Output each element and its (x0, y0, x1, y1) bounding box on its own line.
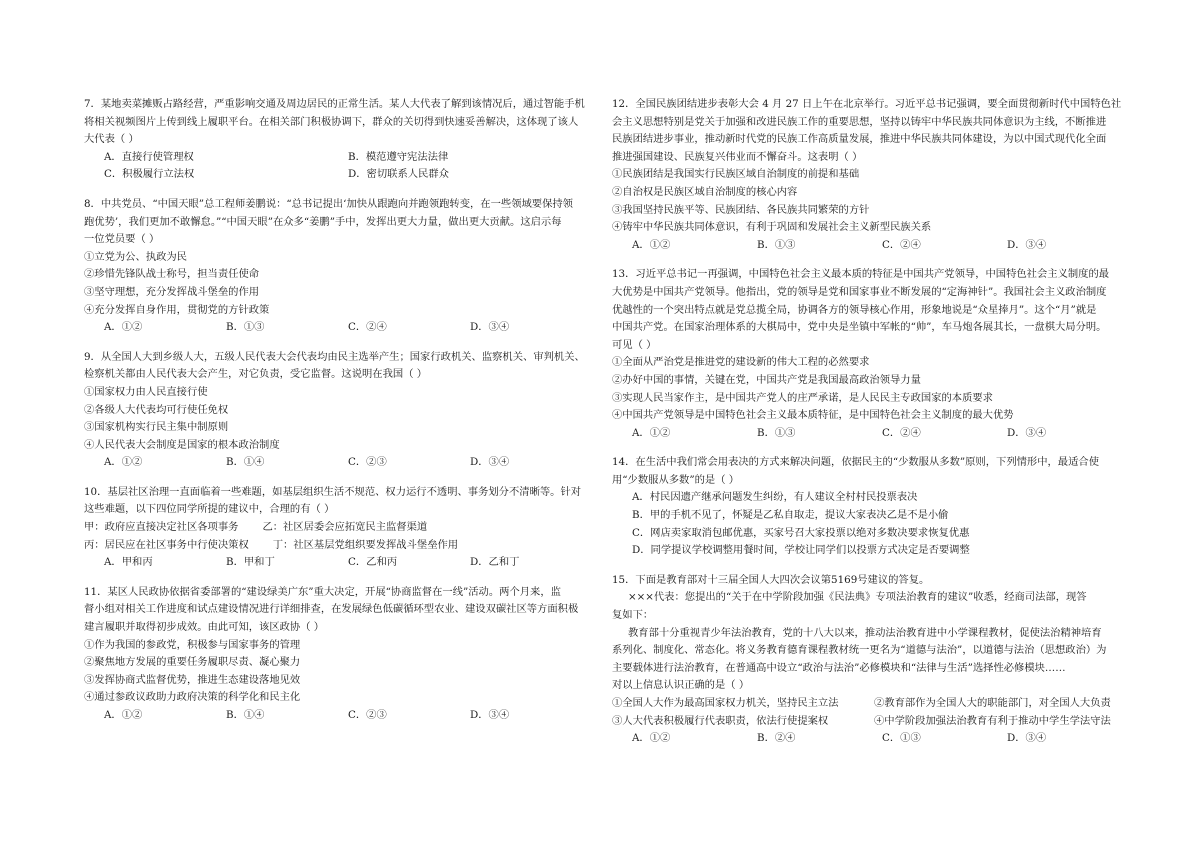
suggestion-row (84, 537, 592, 555)
statement-item: ③实现人民当家作主，是中国共产党人的庄严承诺，是人民民主专政国家的本质要求 (612, 391, 993, 404)
options-row (84, 707, 592, 725)
option-d: D．③④ (470, 321, 510, 334)
question-text: 可见（ ） (612, 338, 657, 351)
option-c: C．②④ (882, 238, 921, 251)
option-a: A．村民因遗产继承问题发生纠纷，有人建议全村村民投票表决 (632, 491, 918, 504)
options-row (84, 454, 592, 472)
statement-item: ③人大代表积极履行代表职责，依法行使提案权 (612, 714, 829, 727)
option-a: A．①② (104, 709, 143, 721)
option-c: C．②④ (348, 321, 387, 334)
question-text: 大代表（ ） (84, 133, 139, 146)
question-11 (84, 584, 592, 725)
statement-item: ④中国共产党领导是中国特色社会主义最本质特征，是中国特色社会主义制度的最大优势 (612, 409, 1014, 422)
question-text: 中国共产党。在国家治理体系的大棋局中，党中央是坐镇中军帐的“帅”，车马炮各展其长，一盘棋大局分明。 (612, 321, 1107, 334)
options-row (612, 730, 1132, 748)
question-7 (84, 96, 592, 184)
right-column (612, 96, 1132, 760)
options-row (84, 149, 592, 167)
option-b: B．①④ (226, 709, 265, 721)
statement-item: ④中学阶段加强法治教育有利于推动中学生学法守法 (874, 714, 1111, 727)
question-text: 11．某区人民政协依据省委部署的“建设绿美广东”重大决定，开展“协商监督在一线”活动。两个月来，监 (84, 585, 561, 598)
statement-item: ②教育部作为全国人大的职能部门，对全国人大负责 (874, 697, 1111, 709)
question-text: 9．从全国人大到乡级人大，五级人民代表大会代表均由民主选举产生；国家行政机关、监察机关、审判机关、 (84, 350, 585, 363)
statement-item: ①全国人大作为最高国家权力机关，坚持民主立法 (612, 697, 839, 709)
statement-item: ②聚焦地方发展的重要任务履职尽责、凝心聚力 (84, 656, 301, 669)
question-text: 12．全国民族团结进步表彰大会 4 月 27 日上午在北京举行。习近平总书记强调，要全面贯彻新时代中国特色社 (612, 98, 1122, 110)
option-d: D．同学提议学校调整用餐时间，学校让同学们以投票方式决定是否要调整 (632, 544, 970, 557)
statement-item: ④人民代表大会制度是国家的根本政治制度 (84, 438, 280, 451)
options-row (612, 237, 1132, 255)
statement-item: ①立党为公、执政为民 (84, 250, 187, 263)
option-b: B．模范遵守宪法法律 (348, 150, 449, 163)
option-b: B．甲和丁 (226, 556, 275, 569)
option-c: C．积极履行立法权 (104, 168, 195, 181)
statement-item: ④铸牢中华民族共同体意识，有利于巩固和发展社会主义新型民族关系 (612, 221, 932, 234)
option-b: B．①③ (757, 426, 796, 439)
option-a: A．①② (632, 426, 671, 439)
question-text: 跑优势’，我们更加不敢懈怠。”“中国天眼”在众多“姜鹏”手中，发挥出更大力量，做出更大贡献。这启示每 (84, 215, 562, 228)
option-a: A．①② (104, 321, 143, 334)
options-row (84, 166, 592, 184)
option-a: A．①② (104, 456, 143, 469)
question-9 (84, 349, 592, 472)
question-text: 督小组对相关工作进度和试点建设情况进行详细排查，在发展绿色低碳循环型农业、建设双碳社区等方面积极 (84, 603, 579, 616)
option-b: B．①③ (226, 321, 265, 334)
option-b: B．①③ (757, 238, 796, 251)
statement-row (612, 695, 1132, 713)
question-text: 民族团结进步事业，推动新时代党的民族工作高质量发展，推进中华民族共同体建设，为以中国式现代化全面 (612, 133, 1107, 146)
statement-row (612, 713, 1132, 731)
question-text: 14．在生活中我们常会用表决的方式来解决问题，依据民主的“少数服从多数”原则，下列情形中，最适合使 (612, 456, 1099, 469)
option-c: C．乙和丙 (348, 556, 398, 569)
option-b: B．②④ (757, 732, 796, 745)
question-text: 大优势是中国共产党领导。他指出，党的领导是党和国家事业不断发展的“定海神针”。我国社会主义政治制度 (612, 285, 1107, 298)
question-text: 10．基层社区治理一直面临着一些难题，如基层组织生活不规范、权力运行不透明、事务划分不清晰等。针对 (84, 485, 582, 498)
question-text: 8．中共党员、“中国天眼”总工程师姜鹏说：“总书记提出‘加快从跟跑向并跑领跑转变，在一些领域要保持领 (84, 197, 573, 210)
option-d: D．密切联系人民群众 (348, 168, 449, 181)
question-text: 这些难题，以下四位同学所提的建议中，合理的有（ ） (84, 503, 335, 516)
statement-item: ③国家机构实行民主集中制原则 (84, 421, 229, 434)
question-text: 检察机关都由人民代表大会产生，对它负责，受它监督。这说明在我国（ ） (84, 368, 428, 381)
options-row (84, 319, 592, 337)
reply-text: 复如下： (612, 609, 654, 622)
question-8 (84, 196, 592, 337)
statement-item: ④充分发挥自身作用，贯彻党的方针政策 (84, 303, 270, 316)
statement-item: ③我国坚持民族平等、民族团结、各民族共同繁荣的方针 (612, 203, 870, 216)
statement-item: ②各级人大代表均可行使任免权 (84, 403, 229, 416)
option-d: D．③④ (470, 709, 510, 721)
option-d: D．③④ (1007, 732, 1047, 745)
reply-text: 系列化、制度化、常态化。将义务教育德育课程教材统一更名为“道德与法治”，以道德与法治（思想政治）为 (612, 644, 1107, 657)
statement-item: ①作为我国的参政党，积极参与国家事务的管理 (84, 638, 301, 651)
option-c: C．网店卖家取消包邮优惠，买家号召大家投票以绝对多数决要求恢复优惠 (632, 526, 970, 539)
statement-item: ②自治权是民族区域自治制度的核心内容 (612, 185, 798, 198)
option-d: D．乙和丁 (470, 556, 520, 569)
statement-item: ②珍惜先锋队战士称号，担当责任使命 (84, 268, 260, 281)
question-10 (84, 484, 592, 572)
statement-item: ①国家权力由人民直接行使 (84, 385, 208, 398)
option-a: A．①② (632, 238, 671, 251)
suggestion-row (84, 519, 592, 537)
statement-item: ①全面从严治党是推进党的建设新的伟大工程的必然要求 (612, 356, 870, 369)
question-text: 13．习近平总书记一再强调，中国特色社会主义最本质的特征是中国共产党领导，中国特色社会主义制度的最 (612, 268, 1110, 281)
reply-text: 主要载体进行法治教育，在普通高中设立“政治与法治”必修模块和“法律与生活”选择性必修模块…… (612, 661, 1066, 674)
question-13 (612, 266, 1132, 442)
option-d: D．③④ (1007, 238, 1047, 251)
statement-item: ②办好中国的事情，关键在党，中国共产党是我国最高政治领导力量 (612, 373, 921, 386)
question-14 (612, 454, 1132, 560)
option-d: D．③④ (1007, 426, 1047, 439)
question-15 (612, 572, 1132, 748)
question-text: 优越性的一个突出特点就是党总揽全局，协调各方的领导核心作用，形象地说是“众星捧月”。这个“月”就是 (612, 303, 1097, 316)
suggestion-item: 乙：社区居委会应拓宽民主监督渠道 (262, 521, 428, 534)
left-column (84, 96, 592, 737)
question-text: 建言履职并取得初步成效。由此可知，该区政协（ ） (84, 621, 325, 634)
option-c: C．②③ (348, 456, 387, 469)
suggestion-item: 丙：居民应在社区事务中行使决策权 (84, 538, 249, 551)
option-a: A．①② (632, 732, 671, 745)
question-text: 用“少数服从多数”的是（ ） (612, 473, 740, 486)
question-text: 将相关视频图片上传到线上履职平台。在相关部门积极协调下，群众的关切得到快速妥善解决，这体现了该人 (84, 115, 579, 128)
options-row (612, 425, 1132, 443)
option-d: D．③④ (470, 456, 510, 469)
question-text: 一位党员要（ ） (84, 233, 160, 246)
reply-text: ×××代表：您提出的“关于在中学阶段加强《民法典》专项法治教育的建议”收悉，经商司法部，现答 (628, 591, 1087, 604)
question-text: 对以上信息认识正确的是（ ） (612, 679, 750, 692)
reply-text: 教育部十分重视青少年法治教育，党的十八大以来，推动法治教育进中小学课程教材，促使法治精神培育 (628, 626, 1102, 639)
option-a: A．直接行使管理权 (104, 150, 194, 163)
statement-item: ③发挥协商式监督优势，推进生态建设落地见效 (84, 673, 301, 686)
question-12 (612, 96, 1132, 254)
suggestion-item: 丁：社区基层党组织要发挥战斗堡垒作用 (272, 538, 459, 551)
option-c: C．②④ (882, 426, 921, 439)
question-text: 推进强国建设、民族复兴伟业而不懈奋斗。这表明（ ） (612, 150, 863, 163)
option-a: A．甲和丙 (104, 556, 153, 569)
statement-item: ④通过参政议政助力政府决策的科学化和民主化 (84, 691, 301, 704)
question-text: 7．某地卖菜摊贩占路经营，严重影响交通及周边居民的正常生活。某人大代表了解到该情况后，通过智能手机 (84, 98, 585, 110)
option-c: C．①③ (882, 732, 921, 745)
suggestion-item: 甲：政府应直接决定社区各项事务 (84, 521, 239, 534)
option-c: C．②③ (348, 709, 387, 721)
statement-item: ①民族团结是我国实行民族区域自治制度的前提和基础 (612, 168, 860, 181)
question-text: 会主义思想特别是党关于加强和改进民族工作的重要思想，坚持以铸牢中华民族共同体意识为主线，不断推进 (612, 115, 1107, 128)
statement-item: ③坚守理想，充分发挥战斗堡垒的作用 (84, 285, 260, 298)
option-b: B．①④ (226, 456, 265, 469)
options-row (84, 554, 592, 572)
question-text: 15．下面是教育部对十三届全国人大四次会议第5169号建议的答复。 (612, 573, 930, 586)
option-b: B．甲的手机不见了，怀疑是乙私自取走，提议大家表决乙是不是小偷 (632, 509, 949, 522)
